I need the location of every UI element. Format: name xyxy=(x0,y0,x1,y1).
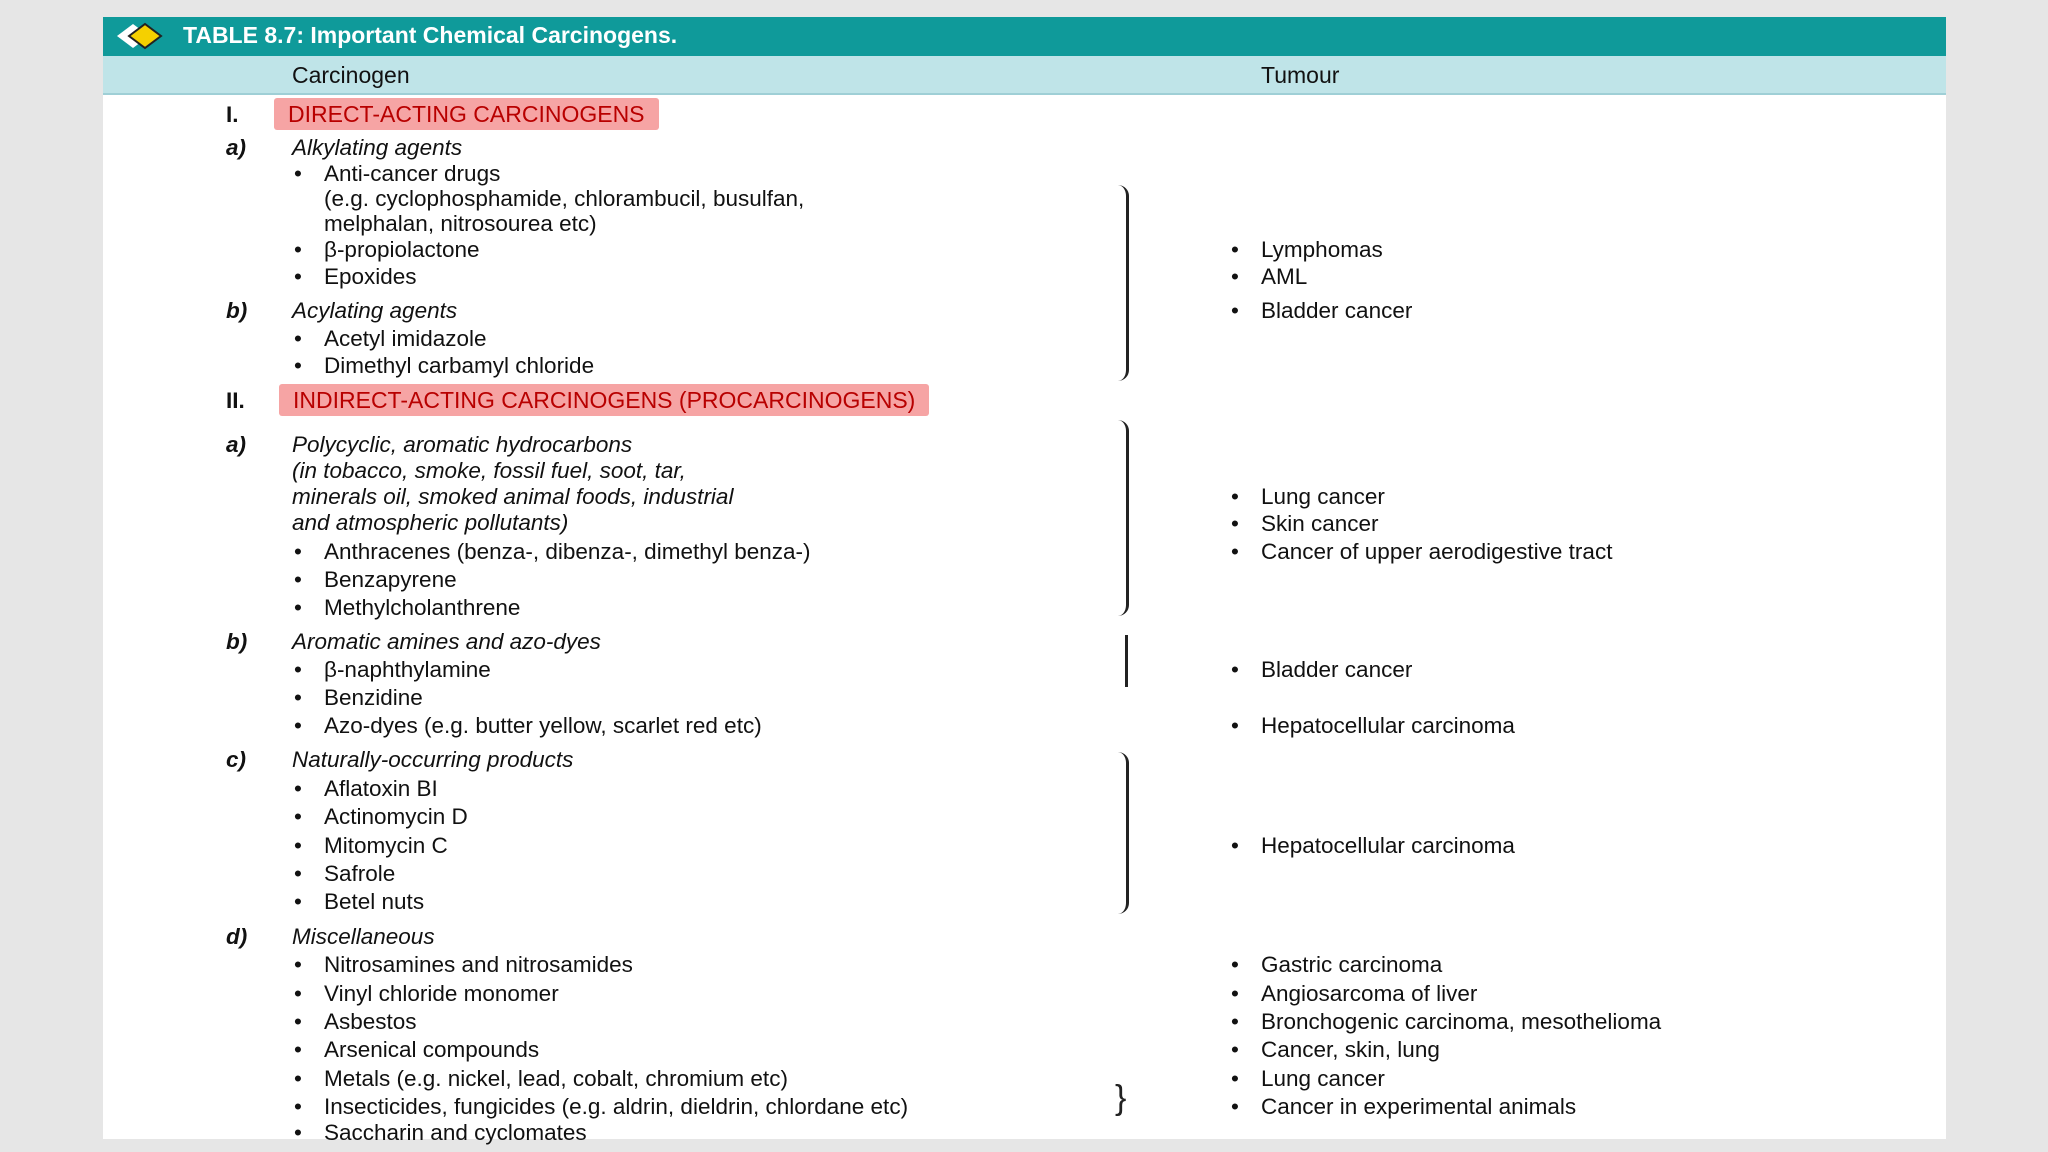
grouping-bracket xyxy=(1118,752,1129,914)
header-tumour: Tumour xyxy=(1261,62,1340,88)
tumour-item: • Skin cancer xyxy=(1261,511,1379,537)
tumour-item: • Cancer in experimental animals xyxy=(1261,1094,1576,1120)
tumour-item: • Cancer, skin, lung xyxy=(1261,1037,1440,1063)
tumour-item: • AML xyxy=(1261,264,1307,290)
list-item: • Betel nuts xyxy=(324,889,424,915)
list-item: • Saccharin and cyclomates xyxy=(324,1120,587,1146)
list-item: • β-propiolactone xyxy=(324,237,480,263)
list-item: • Methylcholanthrene xyxy=(324,595,520,621)
tumour-item: • Lung cancer xyxy=(1261,484,1385,510)
list-item: • Epoxides xyxy=(324,264,417,290)
subsection-label: a) xyxy=(226,135,247,160)
subsection-heading: Alkylating agents xyxy=(292,135,463,160)
subsection-label: c) xyxy=(226,747,247,772)
list-item: • Vinyl chloride monomer xyxy=(324,981,559,1007)
list-item: • Acetyl imidazole xyxy=(324,326,487,352)
header-carcinogen: Carcinogen xyxy=(292,62,410,88)
section-title: DIRECT-ACTING CARCINOGENS xyxy=(274,98,659,130)
subsection-heading: Naturally-occurring products xyxy=(292,747,574,772)
subsection-label: b) xyxy=(226,298,248,323)
tumour-item: • Hepatocellular carcinoma xyxy=(1261,833,1515,859)
section-number: I. xyxy=(226,102,239,127)
subsection-heading: Acylating agents xyxy=(292,298,458,323)
list-item-continuation: (e.g. cyclophosphamide, chlorambucil, busulfan, xyxy=(324,186,805,211)
tumour-item: • Bladder cancer xyxy=(1261,298,1412,324)
grouping-bracket xyxy=(1118,420,1129,616)
subsection-heading: (in tobacco, smoke, fossil fuel, soot, tar, xyxy=(292,458,686,483)
subsection-heading: Aromatic amines and azo-dyes xyxy=(292,629,601,654)
list-item: • Anthracenes (benza-, dibenza-, dimethyl benza-) xyxy=(324,539,811,565)
diamond-icon xyxy=(115,21,165,51)
title-bar xyxy=(103,17,1946,56)
subsection-label: d) xyxy=(226,924,248,949)
subsection-heading: and atmospheric pollutants) xyxy=(292,510,569,535)
list-item: • Metals (e.g. nickel, lead, cobalt, chromium etc) xyxy=(324,1066,788,1092)
list-item: • Nitrosamines and nitrosamides xyxy=(324,952,633,978)
slide xyxy=(103,17,1946,1145)
list-item: • Aflatoxin BI xyxy=(324,776,438,802)
tumour-item: • Bronchogenic carcinoma, mesothelioma xyxy=(1261,1009,1661,1035)
tumour-item: • Bladder cancer xyxy=(1261,657,1412,683)
list-item: • Mitomycin C xyxy=(324,833,448,859)
subsection-label: b) xyxy=(226,629,248,654)
closing-brace: } xyxy=(1115,1079,1127,1117)
list-item: • Benzidine xyxy=(324,685,423,711)
section-title: INDIRECT-ACTING CARCINOGENS (PROCARCINOGENS) xyxy=(279,384,929,416)
subsection-heading: minerals oil, smoked animal foods, industrial xyxy=(292,484,734,509)
list-item: • Benzapyrene xyxy=(324,567,457,593)
tumour-item: • Hepatocellular carcinoma xyxy=(1261,713,1515,739)
list-item: • Insecticides, fungicides (e.g. aldrin, dieldrin, chlordane etc) xyxy=(324,1094,908,1120)
header-row xyxy=(103,56,1946,95)
list-item: • Azo-dyes (e.g. butter yellow, scarlet red etc) xyxy=(324,713,762,739)
section-number: II. xyxy=(226,388,245,413)
list-item: • Safrole xyxy=(324,861,395,887)
tumour-item: • Cancer of upper aerodigestive tract xyxy=(1261,539,1612,565)
tumour-item: • Gastric carcinoma xyxy=(1261,952,1442,978)
subsection-heading: Polycyclic, aromatic hydrocarbons xyxy=(292,432,633,457)
list-item: • Asbestos xyxy=(324,1009,417,1035)
grouping-bracket xyxy=(1117,635,1128,687)
list-item: • Dimethyl carbamyl chloride xyxy=(324,353,594,379)
list-item: • Actinomycin D xyxy=(324,804,468,830)
list-item: • Arsenical compounds xyxy=(324,1037,539,1063)
tumour-item: • Angiosarcoma of liver xyxy=(1261,981,1477,1007)
grouping-bracket xyxy=(1118,185,1129,381)
list-item: • β-naphthylamine xyxy=(324,657,491,683)
subsection-label: a) xyxy=(226,432,247,457)
tumour-item: • Lung cancer xyxy=(1261,1066,1385,1092)
tumour-item: • Lymphomas xyxy=(1261,237,1383,263)
subsection-heading: Miscellaneous xyxy=(292,924,435,949)
list-item-continuation: melphalan, nitrosourea etc) xyxy=(324,211,597,236)
list-item: • Anti-cancer drugs xyxy=(324,161,500,187)
table-title: TABLE 8.7: Important Chemical Carcinogens. xyxy=(183,22,678,48)
